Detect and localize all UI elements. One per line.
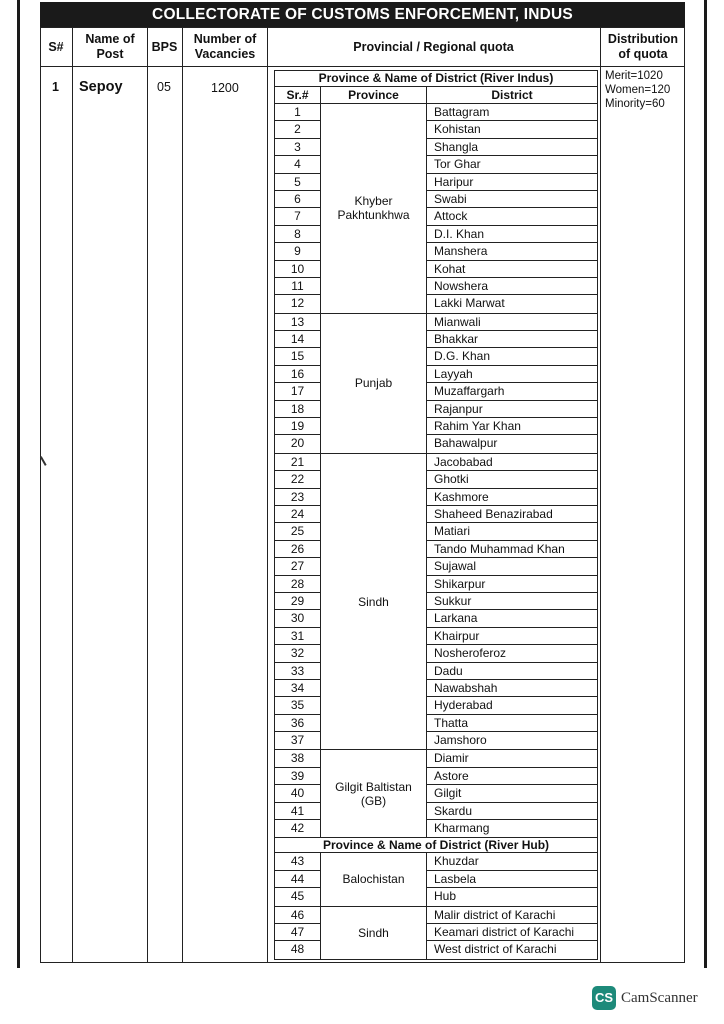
sr-number: 11 [275,278,320,295]
sr-number: 2 [275,121,320,138]
header-quota: Provincial / Regional quota [353,39,514,54]
district-name: Bahawalpur [434,436,498,451]
sr-number: 22 [275,471,320,488]
sr-number: 35 [275,697,320,714]
district-name: Khairpur [427,628,597,645]
row-vacancies: 1200 [211,81,239,95]
district-name: Sujawal [427,558,597,575]
sr-number: 13 [275,314,320,331]
district-name: Astore [427,768,597,785]
sr-number: 20 [290,436,305,451]
sr-number: 39 [275,768,320,785]
sr-column [275,750,321,837]
district-name: Ghotki [427,471,597,488]
district-name: Bhakkar [427,331,597,348]
district-name: Jacobabad [427,454,597,471]
district-column [427,750,597,837]
sr-number: 23 [275,489,320,506]
sr-number: 45 [290,889,305,904]
sr-number: 25 [275,523,320,540]
district-column [427,853,597,905]
district-name: Keamari district of Karachi [427,924,597,941]
section-title-indus: Province & Name of District (River Indus) [275,71,597,87]
sr-number: 47 [275,924,320,941]
row-bps: 05 [157,80,171,94]
province-name: Khyber Pakhtunkhwa [321,104,427,313]
district-name: Tor Ghar [427,156,597,173]
sr-number: 28 [275,576,320,593]
sr-number: 48 [290,942,305,957]
district-name: Attock [427,208,597,225]
district-name: Nosheroferoz [427,645,597,662]
district-name: Matiari [427,523,597,540]
sr-number: 19 [275,418,320,435]
district-name: Haripur [427,174,597,191]
header-distribution: Distribution of quota [607,32,679,61]
province-group [275,314,597,454]
quota-women: Women=120 [605,84,671,96]
district-name: Shikarpur [427,576,597,593]
district-name: Rajanpur [427,401,597,418]
sr-number: 4 [275,156,320,173]
district-name: Muzaffargarh [427,383,597,400]
watermark-text: CamScanner [621,990,698,1006]
district-name: Sukkur [427,593,597,610]
sr-number: 1 [275,104,320,121]
sr-column [275,907,321,959]
sr-number: 10 [275,261,320,278]
row-post: Sepoy [79,79,123,95]
district-name: Kashmore [427,489,597,506]
section-indus-groups [275,104,597,837]
sr-number: 14 [275,331,320,348]
district-name: D.G. Khan [427,348,597,365]
sr-number: 40 [275,785,320,802]
scan-edge-right [704,0,707,968]
sr-number: 24 [275,506,320,523]
district-column-headers [275,87,597,104]
row-sno: 1 [52,80,59,94]
province-group [275,853,597,906]
district-name: Lakki Marwat [434,296,505,311]
district-name: Kharmang [434,821,490,836]
district-name: Shangla [427,139,597,156]
sr-number: 29 [275,593,320,610]
quota-minority: Minority=60 [605,98,665,110]
sr-number: 33 [275,663,320,680]
section-hub-groups [275,853,597,958]
district-name: Swabi [427,191,597,208]
district-name: Hub [434,889,457,904]
sr-number: 7 [275,208,320,225]
sr-column [275,853,321,905]
district-column [427,104,597,313]
sr-number: 37 [290,733,305,748]
district-name: Hyderabad [427,697,597,714]
header-bps: BPS [151,39,178,54]
header-post: Name of Post [85,32,135,61]
district-name: Nawabshah [427,680,597,697]
sr-number: 46 [275,907,320,924]
district-name: Thatta [427,715,597,732]
sr-number: 36 [275,715,320,732]
district-name: Kohistan [427,121,597,138]
sr-number: 9 [275,243,320,260]
district-name: West district of Karachi [434,942,557,957]
sr-number: 38 [275,750,320,767]
province-group [275,750,597,837]
district-name: Skardu [427,803,597,820]
district-name: Khuzdar [427,853,597,870]
district-name: Larkana [427,610,597,627]
district-name: Jamshoro [434,733,487,748]
district-column [427,454,597,750]
sr-number: 12 [290,296,305,311]
district-name: Rahim Yar Khan [427,418,597,435]
district-name: Malir district of Karachi [427,907,597,924]
section-title-hub: Province & Name of District (River Hub) [275,837,597,853]
sr-number: 21 [275,454,320,471]
sr-number: 32 [275,645,320,662]
district-name: Nowshera [427,278,597,295]
header-sno: S# [48,39,64,54]
col-sr: Sr.# [275,87,321,103]
divider-col-2 [147,27,148,963]
sr-number: 27 [275,558,320,575]
sr-column [275,454,321,750]
sr-number: 5 [275,174,320,191]
district-name: Shaheed Benazirabad [427,506,597,523]
header-divider [40,66,685,67]
district-column [427,907,597,959]
quota-distribution [605,69,670,111]
sr-number: 6 [275,191,320,208]
sr-number: 18 [275,401,320,418]
district-name: Battagram [427,104,597,121]
sr-number: 44 [275,871,320,888]
divider-col-1 [72,27,73,963]
sr-column [275,314,321,453]
district-name: Gilgit [427,785,597,802]
sr-number: 17 [275,383,320,400]
sr-column [275,104,321,313]
district-column [427,314,597,453]
document-title: COLLECTORATE OF CUSTOMS ENFORCEMENT, INDUS [40,2,685,27]
scan-edge-left [17,0,20,968]
province-name: Gilgit Baltistan (GB) [321,750,427,837]
district-name: Kohat [427,261,597,278]
sr-number: 42 [290,821,305,836]
district-name: Tando Muhammad Khan [427,541,597,558]
district-name: Mianwali [427,314,597,331]
district-name: Diamir [427,750,597,767]
province-group [275,907,597,959]
sr-number: 34 [275,680,320,697]
sr-number: 26 [275,541,320,558]
province-name: Balochistan [321,853,427,905]
sr-number: 16 [275,366,320,383]
province-group [275,454,597,751]
sr-number: 31 [275,628,320,645]
camscanner-logo-icon: CS [592,986,616,1010]
col-province: Province [321,87,427,103]
district-name: Manshera [427,243,597,260]
sr-number: 8 [275,226,320,243]
province-group [275,104,597,314]
quota-merit: Merit=1020 [605,70,663,82]
divider-col-3 [182,27,183,963]
sr-number: 30 [275,610,320,627]
sr-number: 43 [275,853,320,870]
sr-number: 3 [275,139,320,156]
province-name: Sindh [321,454,427,750]
district-name: D.I. Khan [427,226,597,243]
header-vacancies: Number of Vacancies [193,32,257,61]
district-name: Layyah [427,366,597,383]
sr-number: 41 [275,803,320,820]
province-name: Punjab [321,314,427,453]
district-name: Lasbela [427,871,597,888]
divider-col-5 [600,27,601,963]
district-table [274,70,598,960]
col-district: District [491,88,533,102]
district-name: Dadu [427,663,597,680]
province-name: Sindh [321,907,427,959]
sr-number: 15 [275,348,320,365]
divider-col-4 [267,27,268,963]
